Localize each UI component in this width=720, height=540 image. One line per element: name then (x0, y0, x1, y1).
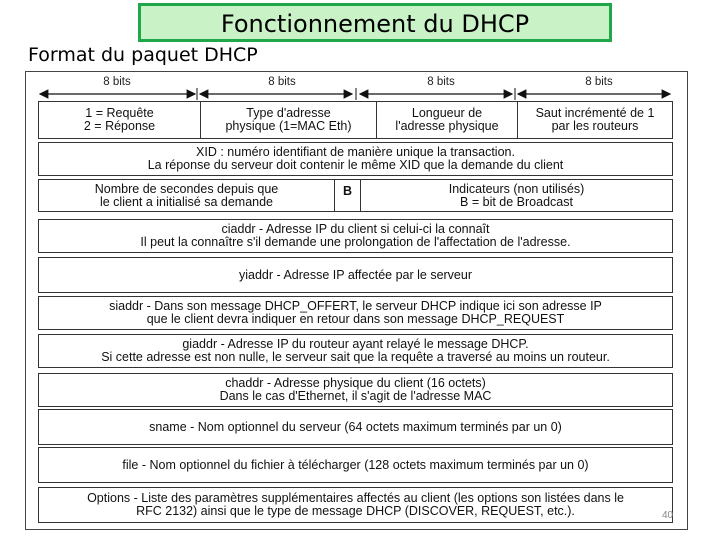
ciaddr-line1: ciaddr - Adresse IP du client si celui-ci la connaît (221, 222, 490, 236)
field-hlen (377, 102, 518, 138)
row-yiaddr (38, 257, 673, 293)
xid-line1: XID : numéro identifiant de manière unique la transaction. (196, 145, 515, 159)
page-number: 40 (662, 510, 674, 521)
hops-line1: Saut incrémenté de 1 (535, 106, 655, 120)
row-siaddr (38, 296, 673, 330)
row-giaddr (38, 334, 673, 368)
field-giaddr (39, 335, 672, 367)
siaddr-line2: que le client devra indiquer en retour dans son message DHCP_REQUEST (146, 312, 565, 326)
hops-line2: par les routeurs (551, 119, 639, 133)
field-secs (39, 180, 335, 211)
options-line1: Options - Liste des paramètres supplémentaires affectés au client (les options son listées dans le (87, 491, 624, 505)
chaddr-line2: Dans le cas d'Ethernet, il s'agit de l'adresse MAC (219, 389, 492, 403)
field-file: file - Nom optionnel du fichier à télécharger (128 octets maximum terminés par un 0) (122, 457, 589, 472)
field-yiaddr: yiaddr - Adresse IP affectée par le serveur (239, 267, 472, 282)
htype-line2: physique (1=MAC Eth) (225, 119, 352, 133)
giaddr-line2: Si cette adresse est non nulle, le serveur sait que la requête a traversé au moins un routeur. (101, 350, 610, 364)
row-chaddr (38, 373, 673, 407)
field-flags (361, 180, 672, 211)
field-siaddr (39, 297, 672, 329)
giaddr-line1: giaddr - Adresse IP du routeur ayant relayé le message DHCP. (182, 337, 529, 351)
hlen-line1: Longueur de (411, 106, 483, 120)
row-op-htype-hlen-hops (38, 101, 673, 139)
op-line1: 1 = Requête (85, 106, 154, 120)
slide-subtitle: Format du paquet DHCP (28, 44, 258, 66)
bits-label-3: 8 bits (427, 76, 455, 88)
field-chaddr (39, 374, 672, 406)
field-htype (201, 102, 377, 138)
row-file (38, 447, 673, 483)
field-hops (518, 102, 672, 138)
secs-line2: le client a initialisé sa demande (99, 194, 274, 209)
field-op (39, 102, 201, 138)
field-broadcast-bit: B (335, 180, 361, 211)
row-sname (38, 409, 673, 445)
row-xid (38, 142, 673, 176)
chaddr-line1: chaddr - Adresse physique du client (16 octets) (225, 376, 486, 390)
op-line2: 2 = Réponse (83, 119, 156, 133)
flags-line1: Indicateurs (non utilisés) (448, 181, 585, 196)
flags-line2: B = bit de Broadcast (460, 194, 573, 209)
xid-line2: La réponse du serveur doit contenir le même XID que la demande du client (147, 158, 564, 172)
row-secs-flags (38, 179, 673, 212)
siaddr-line1: siaddr - Dans son message DHCP_OFFERT, le serveur DHCP indique ici son adresse IP (109, 299, 602, 313)
slide-title: Fonctionnement du DHCP (138, 3, 612, 42)
field-xid (39, 143, 672, 175)
hlen-line2: l'adresse physique (395, 119, 499, 133)
row-options (38, 487, 673, 523)
field-options (39, 488, 672, 522)
bits-label-1: 8 bits (103, 76, 131, 88)
htype-line1: Type d'adresse (246, 106, 331, 120)
ciaddr-line2: Il peut la connaître s'il demande une prolongation de l'affectation de l'adresse. (140, 235, 571, 249)
options-line2: RFC 2132) ainsi que le type de message DHCP (DISCOVER, REQUEST, etc.). (136, 504, 575, 518)
field-sname: sname - Nom optionnel du serveur (64 octets maximum terminés par un 0) (149, 419, 562, 434)
secs-line1: Nombre de secondes depuis que (94, 181, 279, 196)
row-ciaddr (38, 219, 673, 253)
field-ciaddr (39, 220, 672, 252)
bits-label-4: 8 bits (585, 76, 613, 88)
bits-label-2: 8 bits (268, 76, 296, 88)
